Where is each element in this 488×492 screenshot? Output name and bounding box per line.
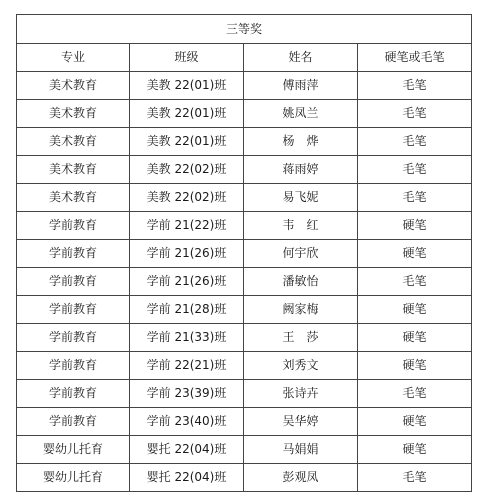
cell-class: 美教 22(01)班 [130,100,244,128]
cell-pen-type: 硬笔 [358,296,472,324]
cell-pen-type: 毛笔 [358,156,472,184]
cell-pen-type: 毛笔 [358,184,472,212]
table-row [17,100,472,128]
cell-class: 婴托 22(04)班 [130,436,244,464]
cell-pen-type: 毛笔 [358,268,472,296]
cell-major: 学前教育 [17,408,130,436]
cell-pen-type: 毛笔 [358,464,472,492]
table-row [17,352,472,380]
cell-class: 学前 21(26)班 [130,268,244,296]
header-row [17,44,472,72]
table-row [17,324,472,352]
cell-class: 学前 22(21)班 [130,352,244,380]
cell-class: 美教 22(02)班 [130,184,244,212]
cell-pen-type: 毛笔 [358,380,472,408]
table-row [17,184,472,212]
cell-name: 易飞妮 [244,184,358,212]
table-row [17,464,472,492]
cell-major: 学前教育 [17,240,130,268]
cell-major: 美术教育 [17,100,130,128]
cell-major: 美术教育 [17,156,130,184]
cell-class: 学前 21(22)班 [130,212,244,240]
cell-major: 学前教育 [17,380,130,408]
cell-name: 刘秀文 [244,352,358,380]
header-class: 班级 [130,44,244,72]
cell-pen-type: 硬笔 [358,212,472,240]
cell-class: 学前 21(26)班 [130,240,244,268]
cell-class: 学前 23(40)班 [130,408,244,436]
cell-class: 美教 22(01)班 [130,72,244,100]
cell-major: 学前教育 [17,268,130,296]
cell-name: 姚凤兰 [244,100,358,128]
cell-major: 学前教育 [17,324,130,352]
table-row [17,436,472,464]
cell-name: 何宇欣 [244,240,358,268]
table-row [17,212,472,240]
cell-major: 婴幼儿托育 [17,436,130,464]
cell-class: 美教 22(02)班 [130,156,244,184]
cell-pen-type: 毛笔 [358,100,472,128]
cell-pen-type: 硬笔 [358,436,472,464]
cell-class: 婴托 22(04)班 [130,464,244,492]
cell-major: 学前教育 [17,296,130,324]
cell-class: 美教 22(01)班 [130,128,244,156]
table-row [17,380,472,408]
table-row [17,156,472,184]
cell-name: 吴华婷 [244,408,358,436]
cell-class: 学前 21(33)班 [130,324,244,352]
table-row [17,296,472,324]
title-row [17,15,472,44]
cell-major: 婴幼儿托育 [17,464,130,492]
cell-name: 杨 烨 [244,128,358,156]
cell-name: 阙家梅 [244,296,358,324]
table-row [17,240,472,268]
cell-pen-type: 硬笔 [358,352,472,380]
cell-pen-type: 硬笔 [358,324,472,352]
cell-name: 韦 红 [244,212,358,240]
cell-name: 潘敏怡 [244,268,358,296]
cell-name: 马娟娟 [244,436,358,464]
table-row [17,72,472,100]
table-title: 三等奖 [17,15,472,44]
cell-major: 学前教育 [17,212,130,240]
cell-name: 王 莎 [244,324,358,352]
cell-major: 学前教育 [17,352,130,380]
cell-major: 美术教育 [17,184,130,212]
cell-class: 学前 21(28)班 [130,296,244,324]
header-pen-type: 硬笔或毛笔 [358,44,472,72]
table-row [17,268,472,296]
award-table [16,14,472,492]
table-row [17,408,472,436]
cell-name: 张诗卉 [244,380,358,408]
table-body [17,72,472,492]
table-row [17,128,472,156]
cell-pen-type: 硬笔 [358,408,472,436]
cell-pen-type: 硬笔 [358,240,472,268]
cell-name: 傅雨萍 [244,72,358,100]
cell-name: 蒋雨婷 [244,156,358,184]
cell-class: 学前 23(39)班 [130,380,244,408]
cell-major: 美术教育 [17,128,130,156]
cell-pen-type: 毛笔 [358,128,472,156]
cell-major: 美术教育 [17,72,130,100]
cell-name: 彭观凤 [244,464,358,492]
header-major: 专业 [17,44,130,72]
cell-pen-type: 毛笔 [358,72,472,100]
award-table-container [16,14,471,492]
header-name: 姓名 [244,44,358,72]
